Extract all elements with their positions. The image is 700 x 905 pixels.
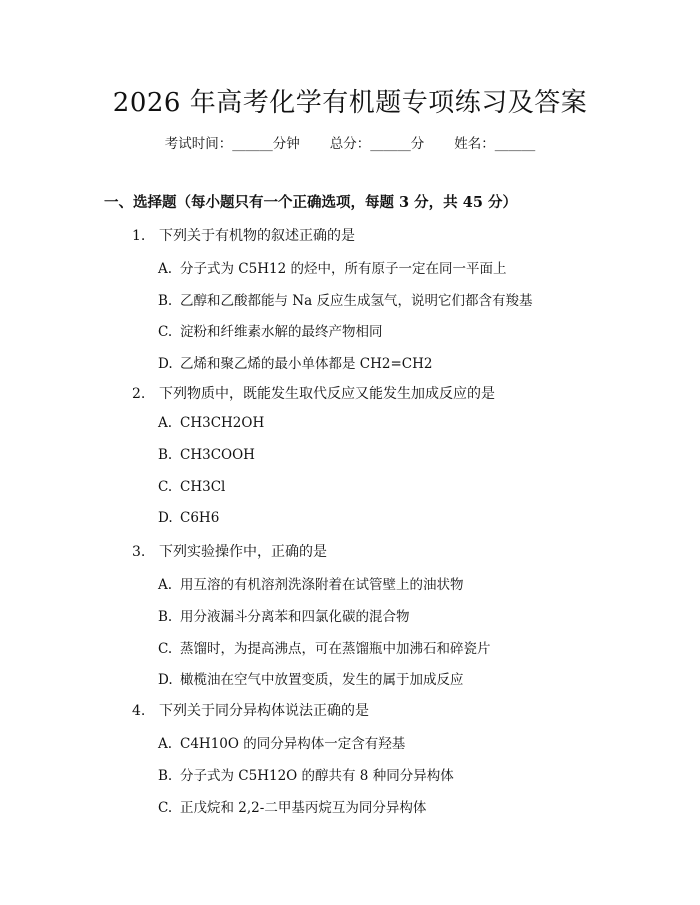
total-score-field: 总分：______分 — [329, 136, 425, 152]
option — [158, 415, 264, 431]
exam-time-field: 考试时间：______分钟 — [164, 136, 300, 152]
option-letter: C. — [158, 324, 173, 340]
option-letter: D. — [158, 672, 173, 688]
option-text: 用分液漏斗分离苯和四氯化碳的混合物 — [180, 609, 410, 625]
question-text: 下列关于有机物的叙述正确的是 — [159, 228, 355, 244]
option-text: CH3CH2OH — [180, 415, 265, 431]
option-text: 乙烯和聚乙烯的最小单体都是 CH2=CH2 — [180, 356, 433, 372]
option — [158, 796, 426, 816]
option-letter: A. — [158, 415, 173, 431]
option — [158, 289, 532, 309]
page-title: 2026 年高考化学有机题专项练习及答案 — [112, 88, 588, 118]
option-letter: B. — [158, 447, 173, 463]
option — [158, 732, 405, 752]
question-2 — [132, 383, 495, 403]
question-number: 3. — [132, 544, 146, 560]
question-number: 2. — [132, 386, 146, 402]
option — [158, 573, 464, 593]
option-letter: C. — [158, 641, 173, 657]
exam-meta — [0, 132, 700, 152]
option-text: 分子式为 C5H12 的烃中，所有原子一定在同一平面上 — [180, 261, 507, 277]
question-number: 1. — [132, 228, 146, 244]
option-letter: A. — [158, 577, 173, 593]
option-text: 乙醇和乙酸都能与 Na 反应生成氢气，说明它们都含有羧基 — [180, 293, 533, 309]
student-name-field: 姓名：______ — [454, 136, 536, 152]
option — [158, 605, 410, 625]
question-number: 4. — [132, 703, 146, 719]
option-text: C6H6 — [180, 510, 220, 526]
question-text: 下列关于同分异构体说法正确的是 — [159, 703, 369, 719]
question-4 — [132, 700, 369, 720]
option-letter: B. — [158, 293, 173, 309]
option — [158, 352, 433, 372]
question-3 — [132, 541, 327, 561]
option-letter: B. — [158, 609, 173, 625]
option — [158, 447, 255, 463]
option — [158, 510, 219, 526]
option-text: CH3Cl — [180, 479, 226, 495]
option-letter: C. — [158, 800, 173, 816]
option — [158, 320, 383, 340]
option-letter: C. — [158, 479, 173, 495]
question-1 — [132, 225, 355, 245]
option — [158, 479, 225, 495]
option — [158, 764, 454, 784]
option — [158, 668, 464, 688]
option-letter: B. — [158, 768, 173, 784]
option-text: 用互溶的有机溶剂洗涤附着在试管壁上的油状物 — [180, 577, 464, 593]
option-letter: A. — [158, 736, 173, 752]
option-text: 蒸馏时，为提高沸点，可在蒸馏瓶中加沸石和碎瓷片 — [180, 641, 491, 657]
option-letter: A. — [158, 261, 173, 277]
option-text: CH3COOH — [180, 447, 255, 463]
option-text: 分子式为 C5H12O 的醇共有 8 种同分异构体 — [180, 768, 454, 784]
section-heading: 一、选择题（每小题只有一个正确选项，每题 3 分，共 45 分） — [104, 194, 517, 211]
option-letter: D. — [158, 356, 173, 372]
question-text: 下列物质中，既能发生取代反应又能发生加成反应的是 — [159, 386, 495, 402]
option-text: C4H10O 的同分异构体一定含有羟基 — [180, 736, 406, 752]
option — [158, 257, 506, 277]
question-text: 下列实验操作中，正确的是 — [159, 544, 327, 560]
option-text: 淀粉和纤维素水解的最终产物相同 — [180, 324, 383, 340]
option-text: 正戊烷和 2,2-二甲基丙烷互为同分异构体 — [180, 800, 427, 816]
option — [158, 637, 491, 657]
option-letter: D. — [158, 510, 173, 526]
option-text: 橄榄油在空气中放置变质，发生的属于加成反应 — [180, 672, 464, 688]
